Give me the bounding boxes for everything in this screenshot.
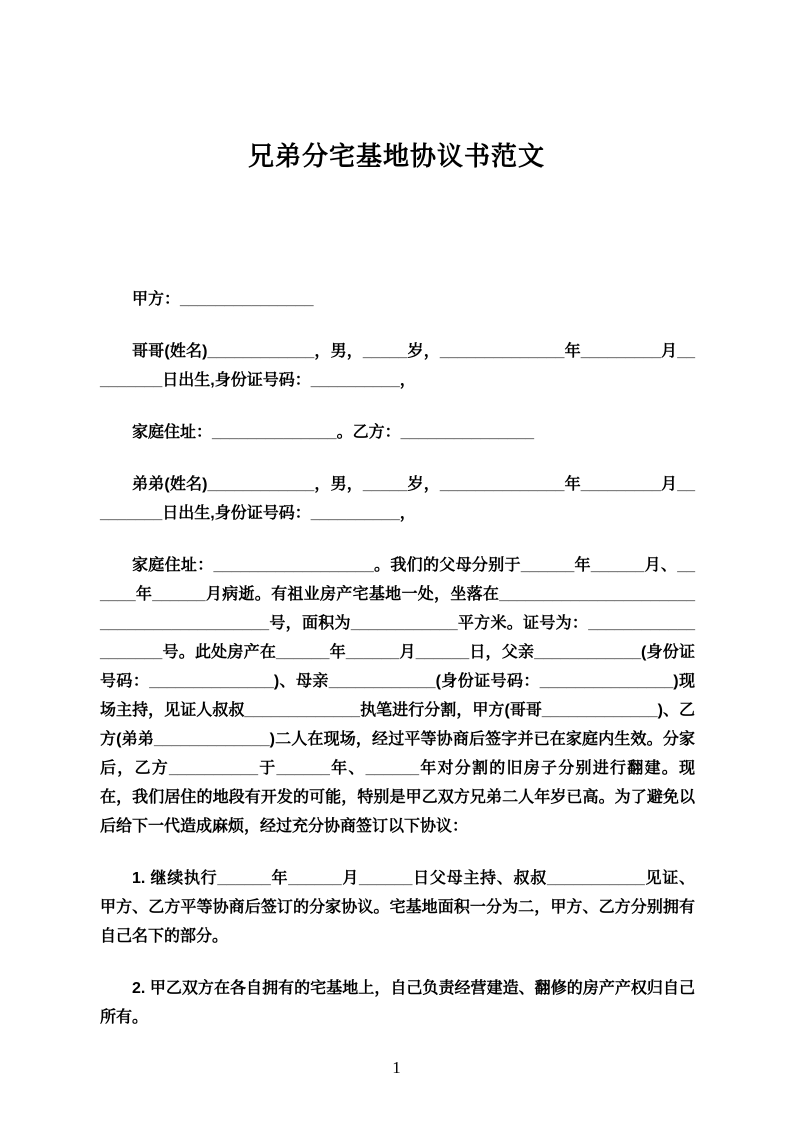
paragraph-younger-brother-info: 弟弟(姓名)____________，男，_____岁，______________年_________月_________日出生,身份证号码：__________， — [100, 476, 695, 522]
paragraph-elder-brother-info: 哥哥(姓名)____________，男，_____岁，______________年_________月_________日出生,身份证号码：__________， — [100, 343, 695, 389]
document-body — [100, 285, 695, 1032]
paragraph-clause-1: 1. 继续执行______年______月______日父母主持、叔叔___________见证、甲方、乙方平等协商后签订的分家协议。宅基地面积一分为二，甲方、乙方分别拥有自己名下的部分。 — [100, 870, 695, 945]
document-title: 兄弟分宅基地协议书范文 — [247, 141, 545, 171]
paragraph-background: 家庭住址：__________________。我们的父母分别于______年______月、______年______月病逝。有祖业房产宅基地一处，坐落在_________________________________________号，面积为____________平方米。证号为：___________________号。此处房产在______年______月______日，父亲____________(身份证号码：______________)、母亲____________(身份证号码：_______________)现场主持，见证人叔叔_____________执笔进行分割，甲方(哥哥_____________)、乙方(弟弟_____________)二人在现场，经过平等协商后签字并已在家庭内生效。分家后，乙方__________于______年、______年对分割的旧房子分别进行翻建。现在，我们居住的地段有开发的可能，特别是甲乙双方兄弟二人年岁已高。为了避免以后给下一代造成麻烦，经过充分协商签订以下协议： — [100, 557, 695, 835]
paragraph-clause-2: 2. 甲乙双方在各自拥有的宅基地上，自己负责经营建造、翻修的房产产权归自己所有。 — [100, 980, 695, 1026]
paragraph-party-a: 甲方：_______________ — [132, 291, 314, 308]
paragraph-address-party-b: 家庭住址：______________。乙方：_______________ — [132, 424, 535, 441]
page-number: 1 — [392, 1058, 401, 1077]
